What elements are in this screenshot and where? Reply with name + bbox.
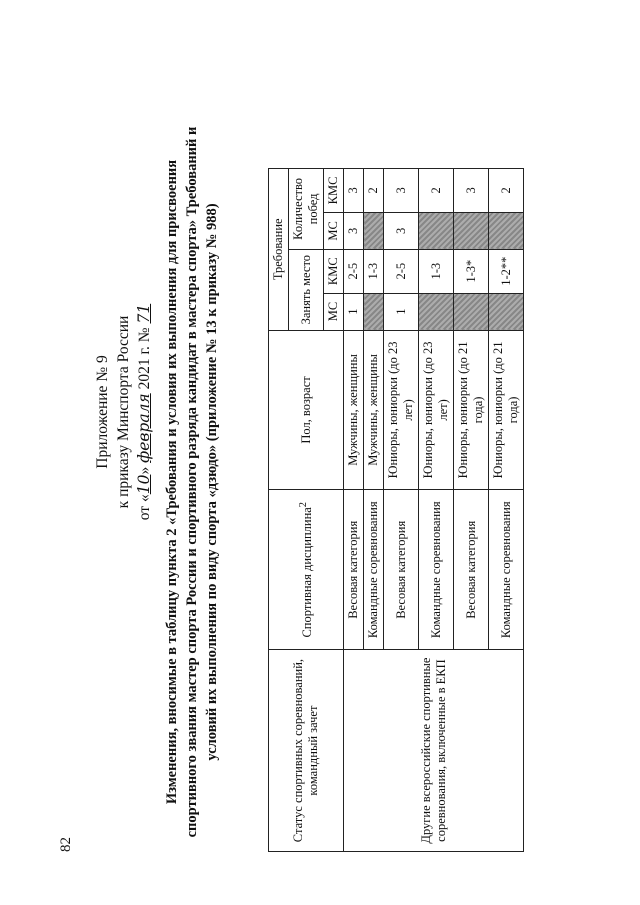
header-place-kms: КМС bbox=[324, 249, 344, 293]
appendix-block bbox=[92, 262, 155, 562]
header-place-ms: МС bbox=[324, 293, 344, 330]
discipline-cell: Весовая категория bbox=[344, 490, 364, 650]
wins-kms-cell: 3 bbox=[344, 169, 364, 213]
wins-kms-cell: 3 bbox=[384, 169, 419, 213]
place-ms-cell-shaded bbox=[419, 293, 454, 330]
date-prefix: от « bbox=[136, 494, 153, 521]
place-kms-cell: 1-3* bbox=[454, 249, 489, 293]
place-ms-cell-shaded bbox=[454, 293, 489, 330]
wins-kms-cell: 2 bbox=[489, 169, 524, 213]
wins-ms-cell-shaded bbox=[489, 212, 524, 249]
appendix-line-1: Приложение № 9 bbox=[94, 355, 111, 469]
wins-kms-cell: 3 bbox=[454, 169, 489, 213]
header-discipline: Спортивная дисциплина$^2$ bbox=[269, 490, 344, 650]
wins-ms-cell: 3 bbox=[344, 212, 364, 249]
discipline-cell: Командные соревнования bbox=[489, 490, 524, 650]
place-ms-cell-shaded bbox=[489, 293, 524, 330]
discipline-cell: Весовая категория bbox=[454, 490, 489, 650]
document-title: Изменения, вносимые в таблицу пункта 2 «Требования и условия их выполнения для присвоения спортивного звания мастер спорта России и спортивного разряда кандидат в мастера спорта» Требований и условий их выполнения по виду спорта «дзюдо» (приложение № 13 к приказу № 988) bbox=[164, 126, 220, 838]
date-mid: » bbox=[136, 466, 153, 475]
discipline-cell: Командные соревнования bbox=[364, 490, 384, 650]
appendix-line-2: к приказу Минспорта России bbox=[115, 315, 132, 509]
place-kms-cell: 1-3 bbox=[419, 249, 454, 293]
footnote-mark: 2 bbox=[298, 501, 310, 508]
header-sex-age: Пол, возраст bbox=[269, 330, 344, 490]
place-kms-cell: 1-3 bbox=[364, 249, 384, 293]
rotated-page bbox=[40, 52, 600, 852]
place-kms-cell: 1-2** bbox=[489, 249, 524, 293]
date-year: 2021 г. № bbox=[136, 327, 153, 390]
date-day: 10 bbox=[135, 474, 153, 495]
wins-ms-cell-shaded bbox=[454, 212, 489, 249]
place-ms-cell: 1 bbox=[344, 293, 364, 330]
wins-ms-cell-shaded bbox=[419, 212, 454, 249]
appendix-date-line bbox=[134, 262, 155, 562]
table-row bbox=[344, 169, 364, 852]
header-wins: Количество побед bbox=[289, 169, 324, 250]
status-cell: Другие всероссийские спортивные соревнования, включенные в ЕКП bbox=[344, 650, 524, 852]
place-kms-cell: 2-5 bbox=[344, 249, 364, 293]
sex-age-cell: Юниоры, юниорки (до 21 года) bbox=[489, 330, 524, 490]
discipline-cell: Весовая категория bbox=[384, 490, 419, 650]
header-wins-kms: КМС bbox=[324, 169, 344, 213]
place-ms-cell: 1 bbox=[384, 293, 419, 330]
sex-age-cell: Юниоры, юниорки (до 23 лет) bbox=[384, 330, 419, 490]
page-number: 82 bbox=[58, 837, 74, 852]
header-status: Статус спортивных соревнований, командный зачет bbox=[269, 650, 344, 852]
discipline-cell: Командные соревнования bbox=[419, 490, 454, 650]
header-place: Занять место bbox=[289, 249, 324, 330]
sex-age-cell: Мужчины, женщины bbox=[344, 330, 364, 490]
wins-kms-cell: 2 bbox=[419, 169, 454, 213]
date-month: февраля bbox=[135, 393, 153, 463]
place-ms-cell-shaded bbox=[364, 293, 384, 330]
wins-kms-cell: 2 bbox=[364, 169, 384, 213]
place-kms-cell: 2-5 bbox=[384, 249, 419, 293]
sex-age-cell: Юниоры, юниорки (до 21 года) bbox=[454, 330, 489, 490]
sex-age-cell: Мужчины, женщины bbox=[364, 330, 384, 490]
requirements-table bbox=[268, 168, 524, 852]
header-wins-ms: МС bbox=[324, 212, 344, 249]
wins-ms-cell: 3 bbox=[384, 212, 419, 249]
header-requirement: Требование bbox=[269, 169, 289, 331]
date-number: 71 bbox=[135, 303, 153, 324]
sex-age-cell: Юниоры, юниорки (до 23 лет) bbox=[419, 330, 454, 490]
wins-ms-cell-shaded bbox=[364, 212, 384, 249]
